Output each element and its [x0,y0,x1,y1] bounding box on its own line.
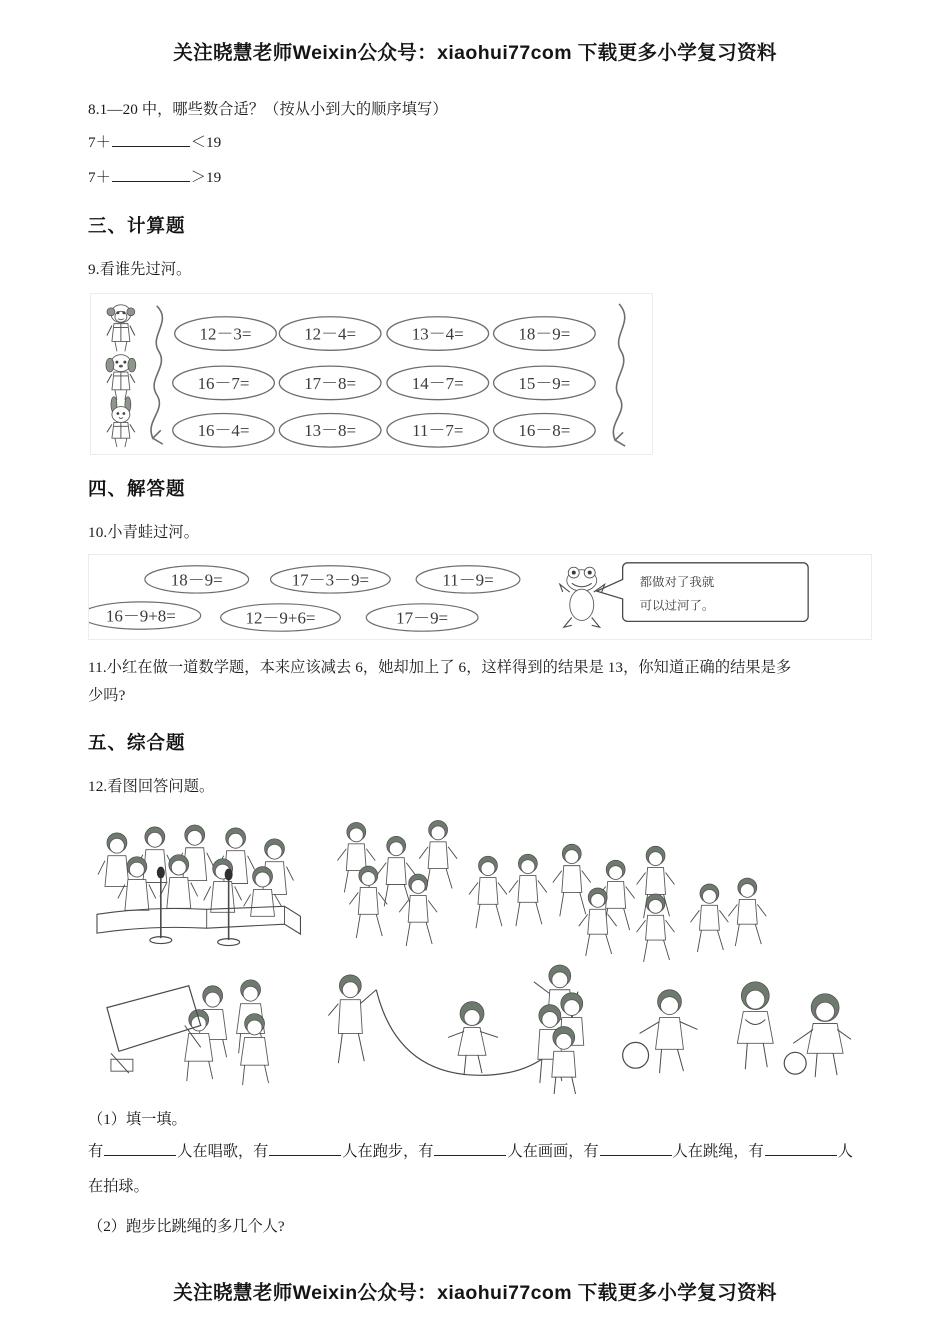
q8-line2-right: ＞19 [190,168,222,186]
frog-crossing-figure [88,554,872,640]
fill-suffix-4: 人在跳绳， [672,1143,749,1161]
fill-blank-drawing[interactable] [434,1142,506,1156]
frog-equation-cell: 18－9= [170,570,223,589]
rabbit-icon [107,397,135,447]
equation-cell: 16－4= [197,421,250,441]
equation-cell: 14－7= [411,373,464,393]
question-11 [88,656,872,709]
question-12 [88,775,872,1241]
equation-cell: 16－7= [197,373,250,393]
fill-prefix-2: 有 [253,1143,269,1161]
question-10-stem: 10.小青蛙过河。 [88,524,200,541]
frog-speech-line-2: 可以过河了。 [639,598,715,613]
equation-cell: 13－8= [304,421,357,441]
equation-row-3 [173,414,595,448]
fill-prefix-3: 有 [418,1143,434,1161]
frog-equation-cell: 12－9+6= [245,608,316,627]
drawing-group [107,979,269,1084]
fill-prefix-5: 有 [748,1143,764,1161]
section-heading-5: 五、综合题 [88,731,186,753]
equation-cell: 18－9= [518,324,571,344]
question-11-stem-line-2: 少吗? [88,687,126,705]
fill-blank-ball[interactable] [765,1142,837,1156]
equation-row-2 [173,366,595,400]
equation-cell: 11－7= [412,421,464,441]
section-heading-4: 四、解答题 [88,478,186,499]
frog-equation-cell: 17－3－9= [291,570,370,589]
fill-suffix-1: 人在唱歌， [177,1143,254,1161]
question-12-fill-line [88,1137,872,1167]
equation-row-1 [175,317,596,351]
ball-playing-group [623,981,851,1076]
question-8-line-1 [88,129,872,158]
fill-suffix-2: 人在跑步， [342,1143,419,1161]
frog-speech-line-1: 都做对了我就 [639,574,715,589]
question-12-sub1-label: （1）填一填。 [88,1110,187,1128]
q8-line1-left: 7＋ [88,133,111,151]
equation-cell: 13－4= [411,324,464,344]
frog-crossing-illustration [89,555,871,639]
equation-cell: 12－3= [199,324,252,344]
equation-cell: 12－4= [304,324,357,344]
activity-scene-figure [88,812,872,1095]
document-content [88,98,872,1257]
jump-rope-group [328,964,583,1093]
question-12-fill-tail: 在拍球。 [88,1177,149,1195]
question-8 [88,98,872,192]
question-10 [88,521,872,640]
equation-cell: 16－8= [518,421,571,441]
river-crossing-figure [90,293,653,455]
fill-blank-jumprope[interactable] [600,1142,672,1156]
question-11-stem: 11.小红在做一道数学题，本来应该减去 6，她却加上了 6，这样得到的结果是 13，你知道正确的结果是多 [88,658,792,676]
q8-line2-left: 7＋ [88,168,111,186]
frog-equation-cell: 16－9+8= [105,606,176,626]
header-watermark: 关注晓慧老师Weixin公众号：xiaohui77com 下载更多小学复习资料 [173,42,777,64]
frog-icon [560,567,605,627]
equation-cell: 17－8= [304,373,357,393]
question-8-stem: 8.1—20 中，哪些数合适？（按从小到大的顺序填写） [88,101,448,118]
frog-speech-bubble [597,562,808,621]
fill-blank-running[interactable] [269,1142,341,1156]
question-12-stem: 12.看图回答问题。 [88,777,215,795]
river-crossing-illustration [91,294,652,454]
fill-blank-singing[interactable] [104,1142,176,1156]
question-9 [88,258,872,455]
section-heading-3: 三、计算题 [88,215,186,237]
running-group [337,820,766,961]
monkey-icon [107,305,135,351]
q8-blank-2[interactable] [112,168,190,182]
activity-scene-illustration [89,813,871,1094]
question-12-sub2-label: （2）跑步比跳绳的多几个人? [88,1217,285,1235]
dog-icon [106,355,136,400]
equation-cell: 15－9= [518,373,571,393]
q8-blank-1[interactable] [112,133,190,147]
fill-prefix-4: 有 [583,1143,599,1161]
frog-equation-cell: 17－9= [396,608,449,627]
singing-group [97,824,300,945]
fill-suffix-3: 人在画画， [507,1143,584,1161]
frog-equation-cell: 11－9= [442,570,494,589]
question-8-line-2 [88,164,872,193]
fill-suffix-5: 人 [837,1143,853,1161]
footer-watermark: 关注晓慧老师Weixin公众号：xiaohui77com 下载更多小学复习资料 [173,1282,777,1304]
fill-prefix-1: 有 [88,1143,104,1161]
question-9-stem: 9.看谁先过河。 [88,261,192,279]
q8-line1-right: ＜19 [190,133,222,151]
